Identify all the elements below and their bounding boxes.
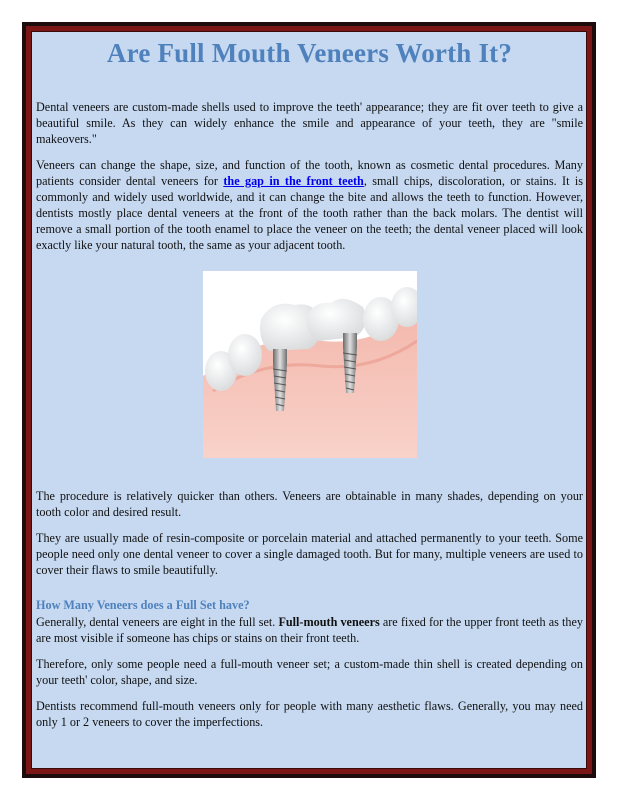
paragraph-text: Veneers can change the shape, size, and function of the tooth, known as cosmetic dental procedures. Many patients consider dental veneers for xyxy=(36,158,583,188)
paragraph-custom-set: Therefore, only some people need a full-mouth veneer set; a custom-made thin shell is created depending on your teeth' color, shape, and size. xyxy=(36,657,583,687)
paragraph-text: , small chips, discoloration, or stains. It is commonly and widely used worldwide, and it can change the bite and allows the teeth to function. However, dentists mostly place dental veneers at the front of the tooth rather than the back molars. The dentist will remove a small portion of the tooth enamel to place the veneer on the teeth; the dental veneer placed will look exactly like your natural tooth, the same as your adjacent tooth. xyxy=(36,174,583,252)
tooth-icon xyxy=(228,334,262,376)
paragraph-veneers xyxy=(36,157,583,253)
paragraph-text: are fixed for the upper front teeth as they are most visible if someone has chips or stains on their front teeth. xyxy=(36,615,583,645)
bold-term: Full-mouth veneers xyxy=(278,615,380,629)
section-heading: How Many Veneers does a Full Set have? xyxy=(36,598,250,612)
dental-implant-illustration xyxy=(203,271,417,458)
paragraph-intro: Dental veneers are custom-made shells used to improve the teeth' appearance; they are fit over teeth to give a beautiful smile. As they can widely enhance the smile and appearance of your teeth, they are "smile makeovers." xyxy=(36,100,583,146)
paragraph-recommendation: Dentists recommend full-mouth veneers only for people with many aesthetic flaws. Generally, you may need only 1 or 2 veneers to cover the imperfections. xyxy=(36,699,583,729)
gap-in-front-teeth-link[interactable]: the gap in the front teeth xyxy=(223,174,364,188)
dental-implant-image xyxy=(203,271,417,458)
paragraph-materials: They are usually made of resin-composite or porcelain material and attached permanently to your teeth. Some people need only one dental veneer to cover a single damaged tooth. But for many, multiple veneers are used to cover their flaws to smile beautifully. xyxy=(36,531,583,577)
article xyxy=(36,38,583,740)
paragraph-procedure: The procedure is relatively quicker than others. Veneers are obtainable in many shades, depending on your tooth color and desired result. xyxy=(36,489,583,519)
page-title: Are Full Mouth Veneers Worth It? xyxy=(106,38,513,68)
paragraph-text: Generally, dental veneers are eight in the full set. xyxy=(36,615,279,629)
paragraph-full-set xyxy=(36,614,583,646)
